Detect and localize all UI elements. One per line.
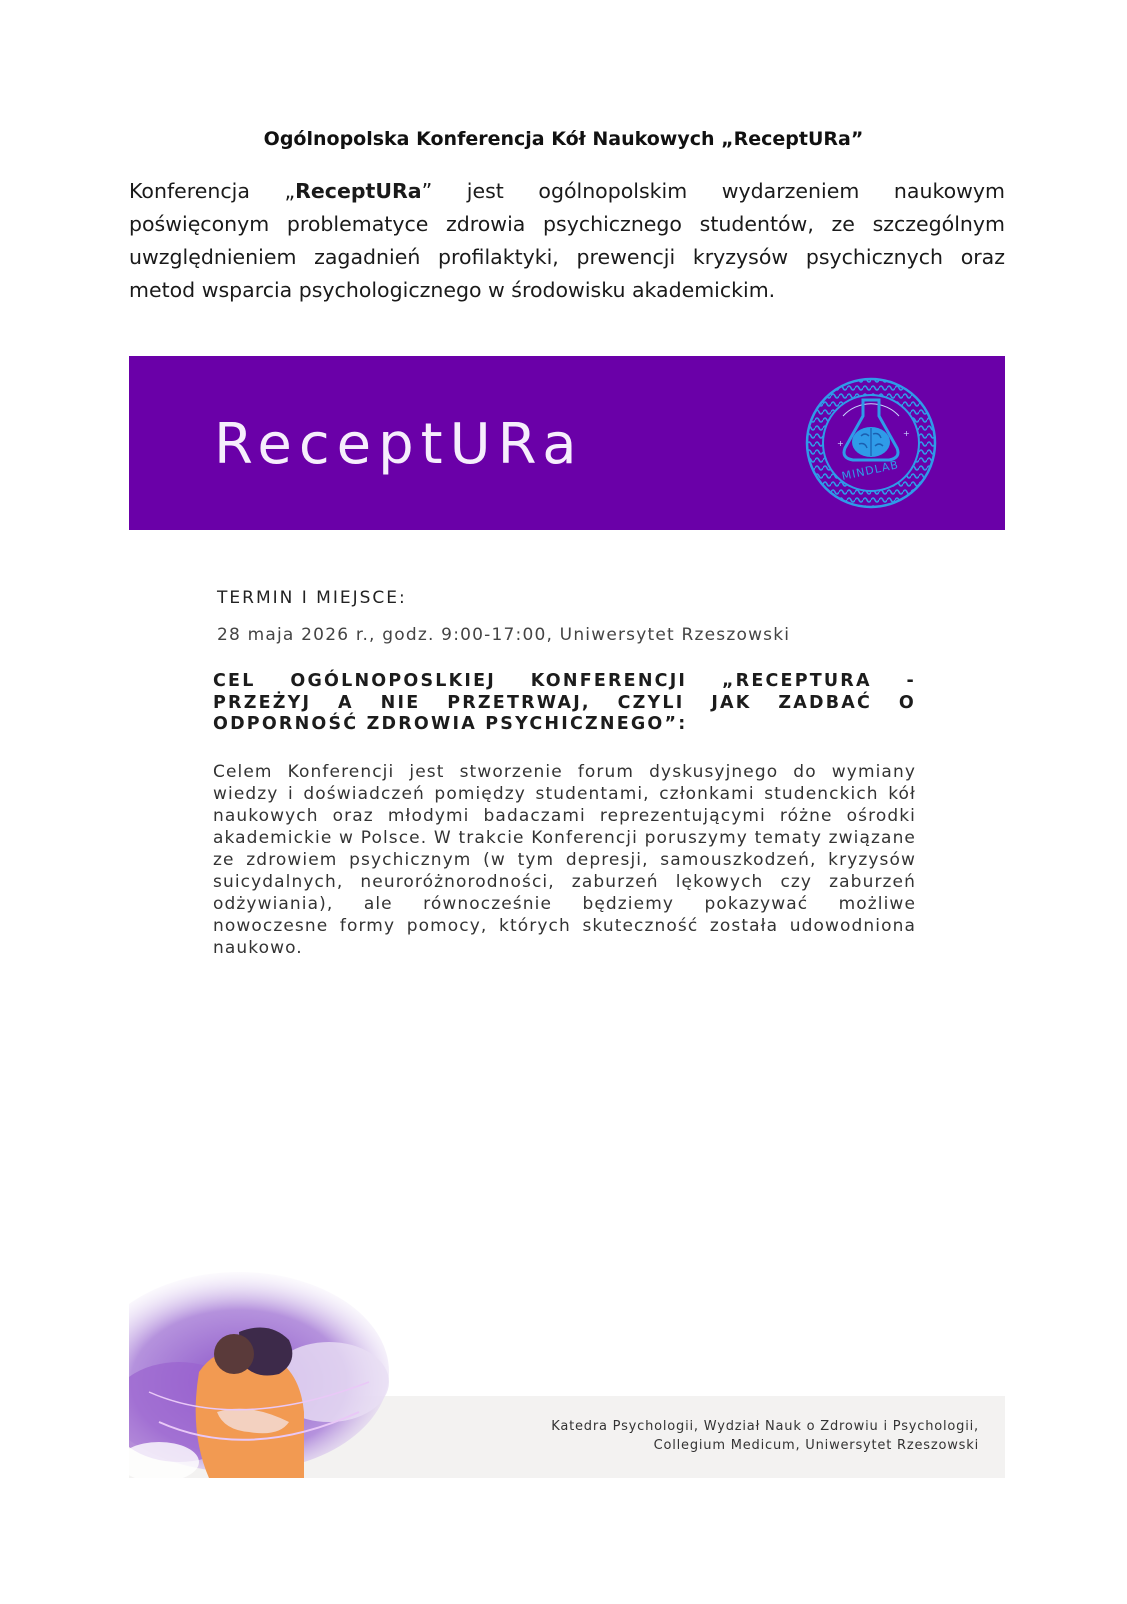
intro-lead: Konferencja „ — [129, 179, 296, 203]
termin-value: 28 maja 2026 r., godz. 9:00-17:00, Uniwersytet Rzeszowski — [217, 625, 791, 645]
document-title: Ogólnopolska Konferencja Kół Naukowych „ReceptURa” — [263, 128, 864, 150]
svg-text:+: + — [837, 439, 844, 448]
termin-heading: TERMIN I MIEJSCE: — [217, 588, 407, 608]
logo-text: MINDLAB — [840, 458, 900, 483]
banner-title: ReceptURa — [214, 412, 584, 477]
cel-heading: CEL OGÓLNOPOSLKIEJ KONFERENCJI „RECEPTURA - PRZEŻYJ A NIE PRZETRWAJ, CZYLI JAK ZADBAĆ O ODPORNOŚĆ ZDROWIA PSYCHICZNEGO”: — [213, 671, 916, 734]
footer-line-2: Collegium Medicum, Uniwersytet Rzeszowski — [653, 1438, 979, 1453]
footer-line-1: Katedra Psychologii, Wydział Nauk o Zdrowiu i Psychologii, — [551, 1419, 979, 1434]
intro-rest: ” jest ogólnopolskim wydarzeniem naukowym poświęconym problematyce zdrowia psychicznego studentów, ze szczególnym uwzględnieniem zagadnień profilaktyki, prewencji kryzysów psychicznych oraz metod wsparcia psychologicznego w środowisku akademickim. — [129, 179, 1005, 302]
intro-paragraph — [129, 175, 1005, 307]
hug-illustration-icon — [129, 1262, 389, 1478]
intro-bold-name: ReceptURa — [295, 179, 422, 203]
svg-text:+: + — [903, 429, 910, 438]
receptura-banner — [129, 356, 1005, 530]
cel-body: Celem Konferencji jest stworzenie forum dyskusyjnego do wymiany wiedzy i doświadczeń pomiędzy studentami, członkami studenckich kół naukowych oraz młodymi badaczami reprezentującymi różne ośrodki akademickie w Polsce. W trakcie Konferencji poruszymy tematy związane ze zdrowiem psychicznym (w tym depresji, samouszkodzeń, kryzysów suicydalnych, neuroróżnorodności, zaburzeń lękowych czy zaburzeń odżywiania), ale równocześnie będziemy pokazywać możliwe nowoczesne formy pomocy, których skuteczność została udowodniona naukowo. — [213, 762, 916, 958]
footer-text — [551, 1417, 979, 1455]
mindlab-logo-icon — [799, 376, 943, 510]
